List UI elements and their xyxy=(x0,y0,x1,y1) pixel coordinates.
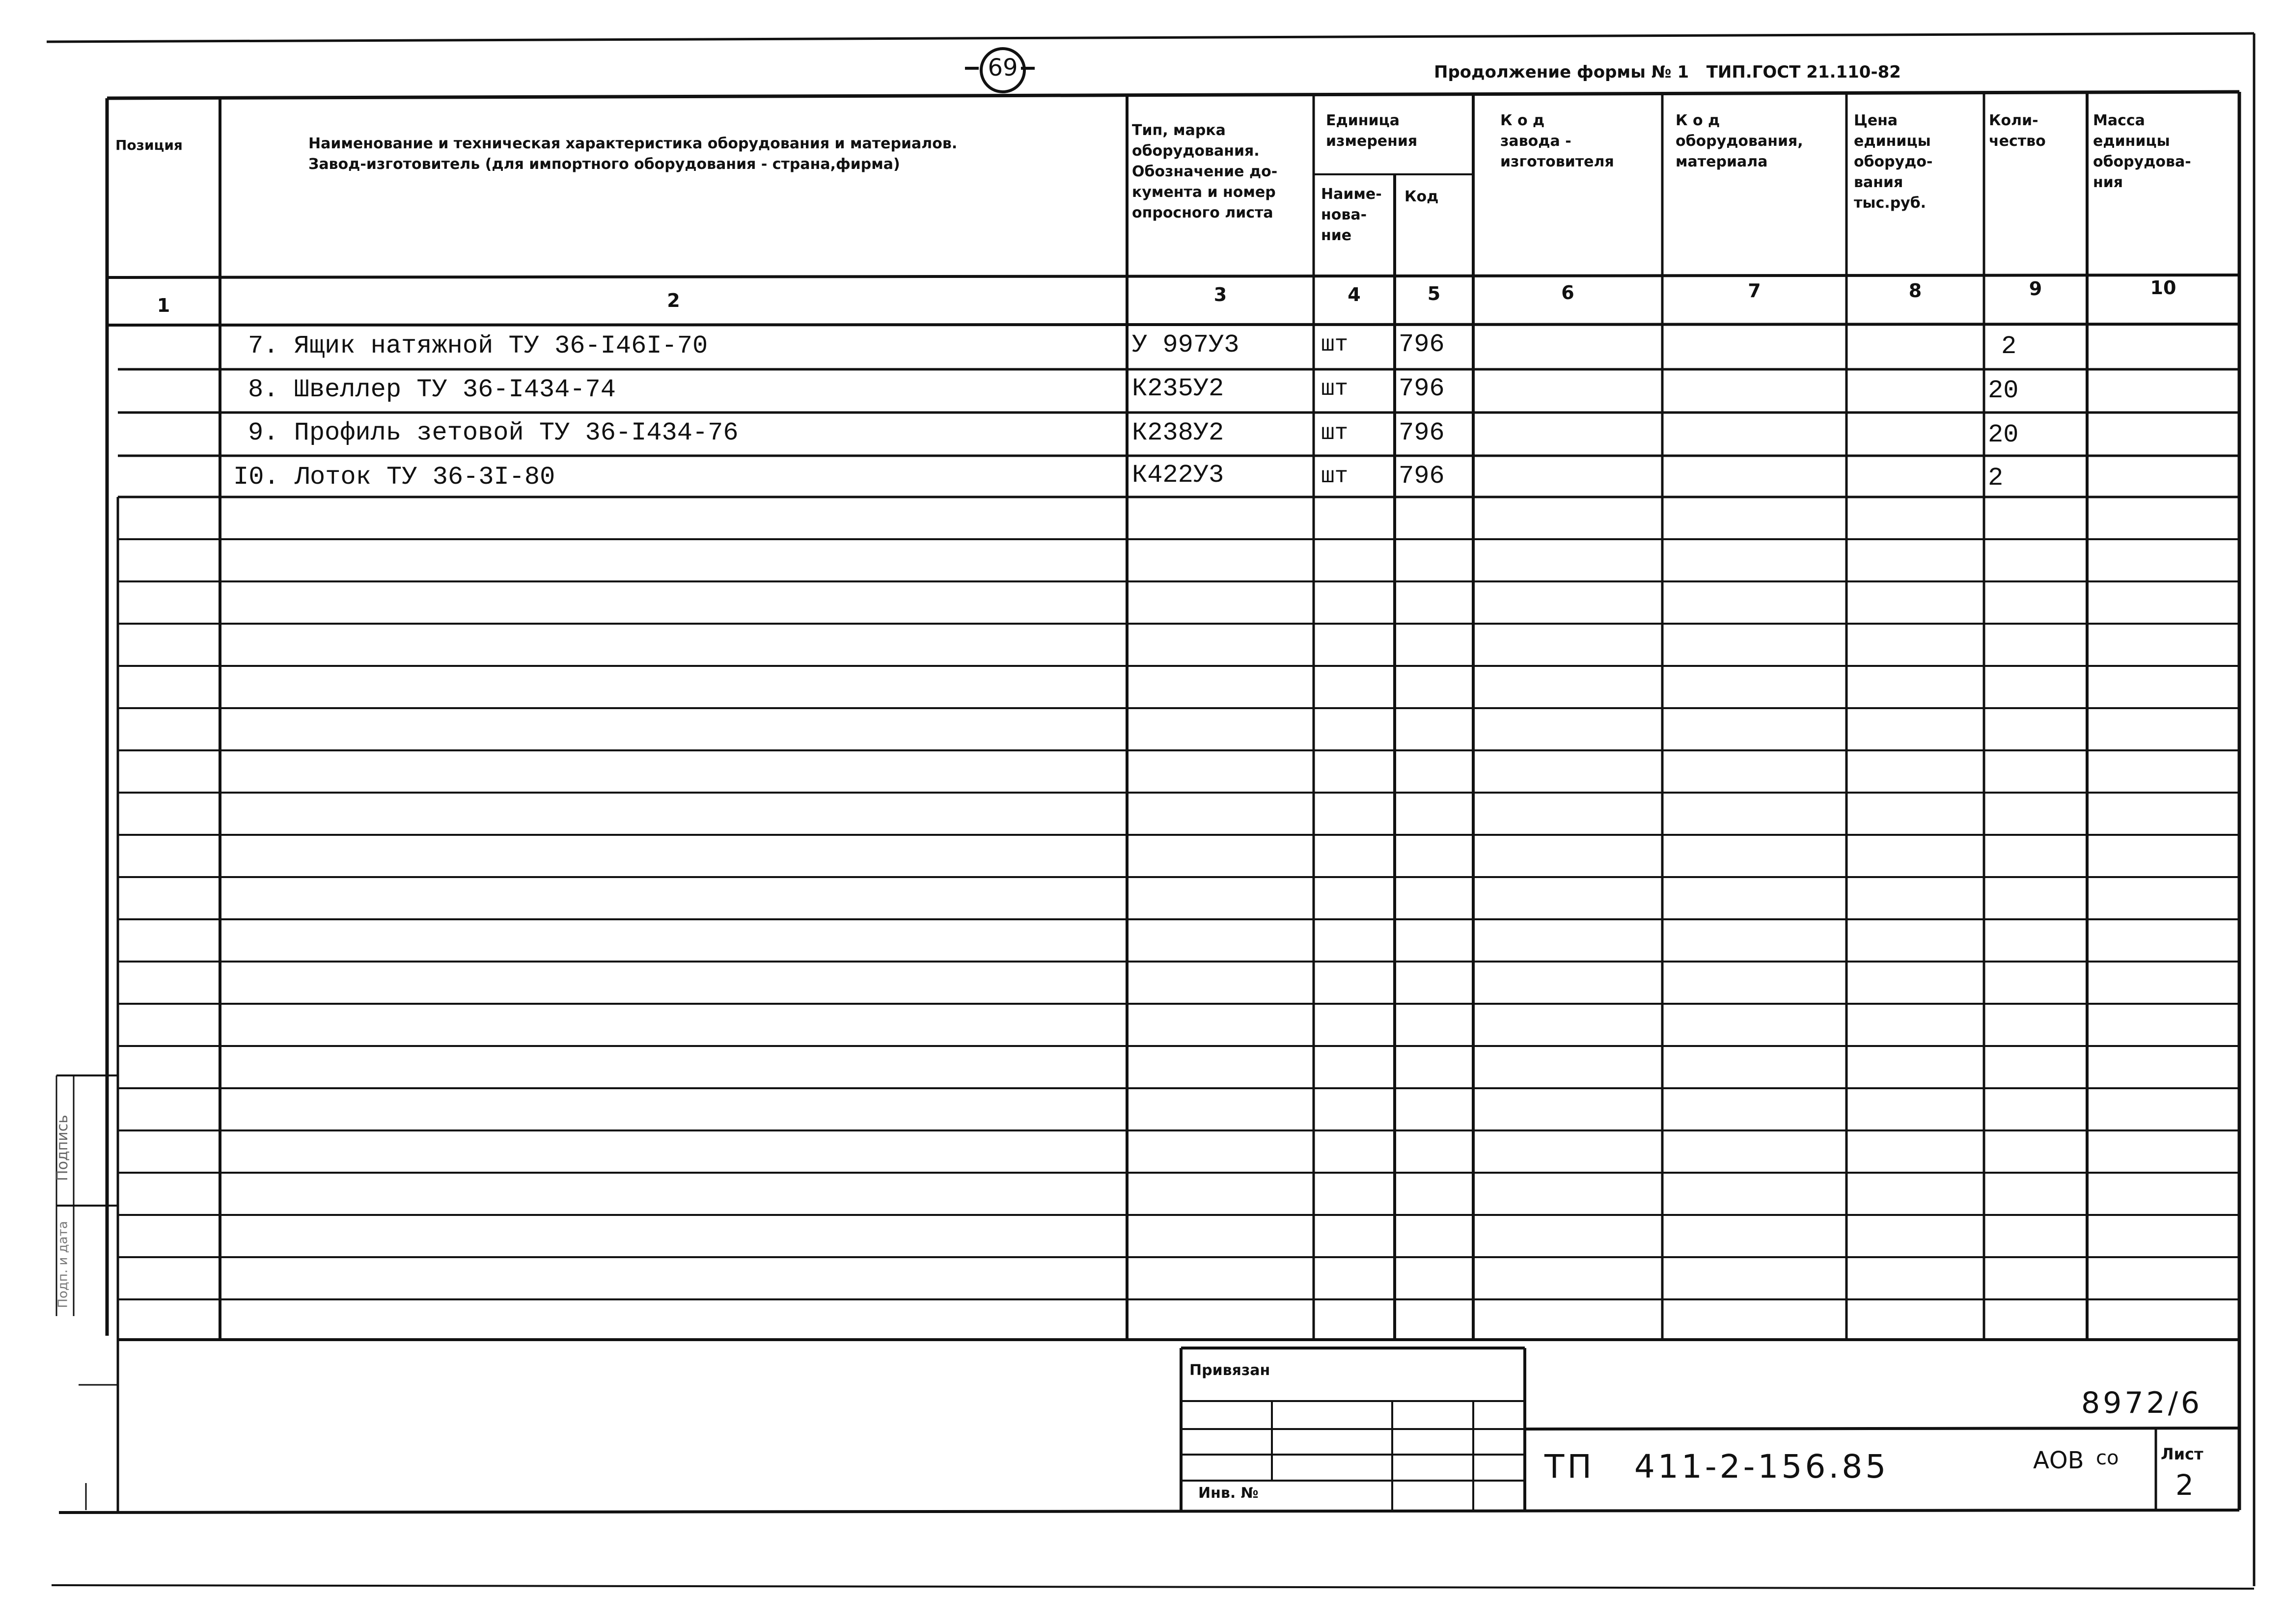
side-label-signature: Подпись xyxy=(54,1115,71,1181)
stamp-sheet-label: Лист xyxy=(2161,1445,2203,1463)
column-number: 3 xyxy=(1213,284,1227,305)
header-position: Позиция xyxy=(115,137,183,153)
row-qty: 2 xyxy=(2001,332,2017,361)
row-name: 8. Швеллер ТУ 36-I434-74 xyxy=(248,375,616,404)
header-unit-name-group: Единица измерения xyxy=(1326,112,1418,150)
row-type: К235У2 xyxy=(1132,374,1224,403)
side-label-date: Подп. и дата xyxy=(55,1221,71,1308)
column-number: 9 xyxy=(2029,278,2042,300)
row-unit: шт xyxy=(1321,332,1349,358)
row-unit: шт xyxy=(1321,420,1349,446)
header-name-line1: Наименование и техническая характеристика оборудования и материалов. xyxy=(308,135,958,152)
row-qty: 20 xyxy=(1988,376,2019,405)
row-type: К422У3 xyxy=(1132,461,1224,490)
row-code: 796 xyxy=(1399,418,1445,447)
stamp-tied-label: Привязан xyxy=(1189,1362,1270,1379)
header-name-line2: Завод-изготовитель (для импортного оборудования - страна,фирма) xyxy=(308,156,900,173)
row-type: У 997У3 xyxy=(1132,330,1239,359)
column-number: 8 xyxy=(1908,280,1922,302)
header-plant-code: К о д завода - изготовителя xyxy=(1500,112,1614,170)
header-unit-price: Цена единицы оборудо- вания тыс.руб. xyxy=(1854,112,1933,212)
form-continuation-note: Продолжение формы № 1 ТИП.ГОСТ 21.110-82 xyxy=(1434,62,1901,82)
header-unit-mass: Масса единицы оборудова- ния xyxy=(2093,112,2191,191)
row-name: 7. Ящик натяжной ТУ 36-I46I-70 xyxy=(248,331,708,360)
stamp-album-suffix: со xyxy=(2096,1447,2119,1469)
stamp-album: АОВ xyxy=(2033,1447,2084,1474)
stamp-archive-number: 8972/6 xyxy=(2081,1386,2203,1420)
header-unit-group: Наиме- нова- ние xyxy=(1321,186,1382,244)
row-type: К238У2 xyxy=(1132,418,1224,447)
row-unit: шт xyxy=(1321,376,1349,402)
header-unit-code: Код xyxy=(1404,188,1439,205)
row-qty: 20 xyxy=(1988,420,2019,449)
column-number: 6 xyxy=(1561,282,1574,303)
header-type-mark: Тип, марка оборудования. Обозначение до- кумента и номер опросного листа xyxy=(1132,122,1278,221)
column-number: 10 xyxy=(2150,277,2176,299)
page-number: 69 xyxy=(988,54,1018,82)
page-number-mark xyxy=(965,43,1034,97)
column-number: 7 xyxy=(1748,280,1761,302)
header-quantity: Коли- чество xyxy=(1989,112,2046,150)
column-number: 5 xyxy=(1427,283,1441,304)
row-qty: 2 xyxy=(1988,464,2004,493)
column-number: 4 xyxy=(1348,284,1361,305)
header-equipment-code: К о д оборудования, материала xyxy=(1676,112,1803,170)
column-number: 1 xyxy=(157,295,170,316)
row-code: 796 xyxy=(1399,462,1445,491)
row-name: 9. Профиль зетовой ТУ 36-I434-76 xyxy=(248,418,739,447)
column-number: 2 xyxy=(667,290,680,311)
row-code: 796 xyxy=(1399,374,1445,403)
row-unit: шт xyxy=(1321,464,1349,489)
stamp-sheet-number: 2 xyxy=(2175,1468,2194,1502)
stamp-inv-label: Инв. № xyxy=(1198,1485,1259,1502)
stamp-project-code: ТП 411-2-156.85 xyxy=(1544,1448,1889,1486)
row-code: 796 xyxy=(1399,330,1445,359)
row-name: I0. Лоток ТУ 36-3I-80 xyxy=(233,463,555,492)
